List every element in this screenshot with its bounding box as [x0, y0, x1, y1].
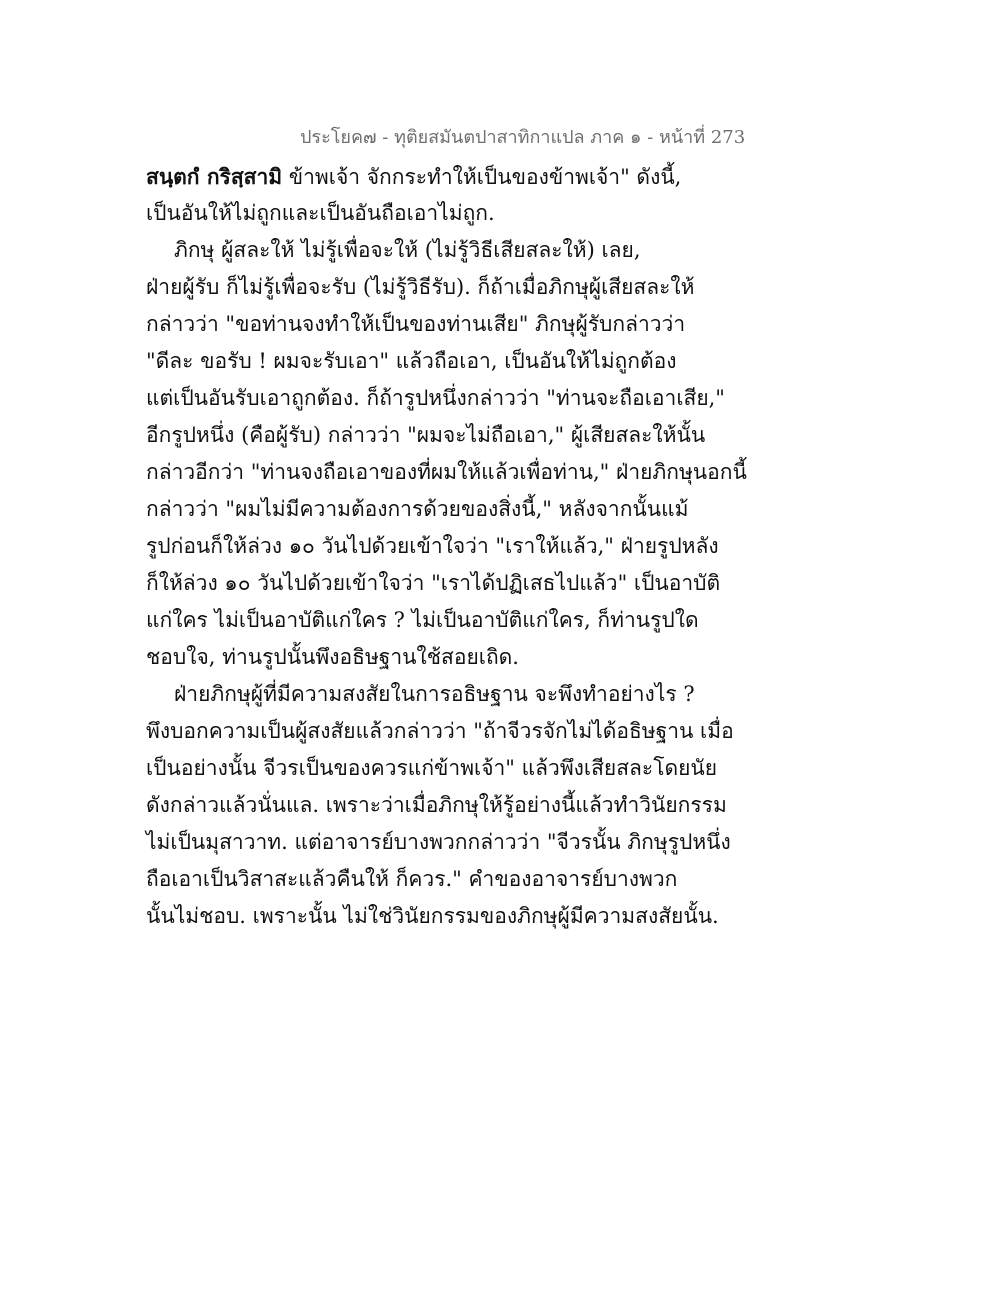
pali-term: สนฺตกํ กริสฺสามิ — [146, 164, 283, 189]
text-line: เป็นอันให้ไม่ถูกและเป็นอันถือเอาไม่ถูก. — [146, 201, 495, 225]
text-line: ภิกษุ ผู้สละให้ ไม่รู้เพื่อจะให้ (ไม่รู้วิธีเสียสละให้) เลย, — [174, 238, 641, 262]
text-line: กล่าวว่า "ขอท่านจงทำให้เป็นของท่านเสีย" ภิกษุผู้รับกล่าวว่า — [146, 312, 686, 336]
text-line: "ดีละ ขอรับ ! ผมจะรับเอา" แล้วถือเอา, เป็นอันให้ไม่ถูกต้อง — [146, 349, 677, 373]
text-line: ถือเอาเป็นวิสาสะแล้วคืนให้ ก็ควร." คำของอาจารย์บางพวก — [146, 867, 678, 891]
text-line: รูปก่อนก็ให้ล่วง ๑๐ วันไปด้วยเข้าใจว่า "เราให้แล้ว," ฝ่ายรูปหลัง — [146, 534, 719, 558]
body-text — [146, 158, 866, 935]
text-line: ก็ให้ล่วง ๑๐ วันไปด้วยเข้าใจว่า "เราได้ปฏิเสธไปแล้ว" เป็นอาบัติ — [146, 571, 721, 595]
text-line: นั้นไม่ชอบ. เพราะนั้น ไม่ใช่วินัยกรรมของภิกษุผู้มีความสงสัยนั้น. — [146, 904, 719, 928]
text-line: ดังกล่าวแล้วนั่นแล. เพราะว่าเมื่อภิกษุให้รู้อย่างนี้แล้วทำวินัยกรรม — [146, 793, 727, 817]
text-line: กล่าวว่า "ผมไม่มีความต้องการด้วยของสิ่งนี้," หลังจากนั้นแม้ — [146, 497, 689, 521]
page-header: ประโยค๗ - ทุติยสมันตปาสาทิกาแปล ภาค ๑ - หน้าที่ 273 — [300, 127, 746, 148]
text-line: อีกรูปหนึ่ง (คือผู้รับ) กล่าวว่า "ผมจะไม่ถือเอา," ผู้เสียสละให้นั้น — [146, 423, 706, 447]
text-line — [146, 158, 866, 195]
text-line: ฝ่ายผู้รับ ก็ไม่รู้เพื่อจะรับ (ไม่รู้วิธีรับ). ก็ถ้าเมื่อภิกษุผู้เสียสละให้ — [146, 275, 695, 299]
text-line: แก่ใคร ไม่เป็นอาบัติแก่ใคร ? ไม่เป็นอาบัติแก่ใคร, ก็ท่านรูปใด — [146, 608, 699, 632]
text-line: กล่าวอีกว่า "ท่านจงถือเอาของที่ผมให้แล้วเพื่อท่าน," ฝ่ายภิกษุนอกนี้ — [146, 460, 747, 484]
text-line: พึงบอกความเป็นผู้สงสัยแล้วกล่าวว่า "ถ้าจีวรจักไม่ได้อธิษฐาน เมื่อ — [146, 719, 734, 743]
text-line: ไม่เป็นมุสาวาท. แต่อาจารย์บางพวกกล่าวว่า "จีวรนั้น ภิกษุรูปหนึ่ง — [146, 830, 731, 854]
text-line: ชอบใจ, ท่านรูปนั้นพึงอธิษฐานใช้สอยเถิด. — [146, 645, 519, 669]
text-line: แต่เป็นอันรับเอาถูกต้อง. ก็ถ้ารูปหนึ่งกล่าวว่า "ท่านจะถือเอาเสีย," — [146, 386, 725, 410]
text-line: ฝ่ายภิกษุผู้ที่มีความสงสัยในการอธิษฐาน จะพึงทำอย่างไร ? — [174, 682, 695, 706]
line-text: ข้าพเจ้า จักกระทำให้เป็นของข้าพเจ้า" ดังนี้, — [282, 165, 682, 189]
text-line: เป็นอย่างนั้น จีวรเป็นของควรแก่ข้าพเจ้า" แล้วพึงเสียสละโดยนัย — [146, 756, 718, 780]
